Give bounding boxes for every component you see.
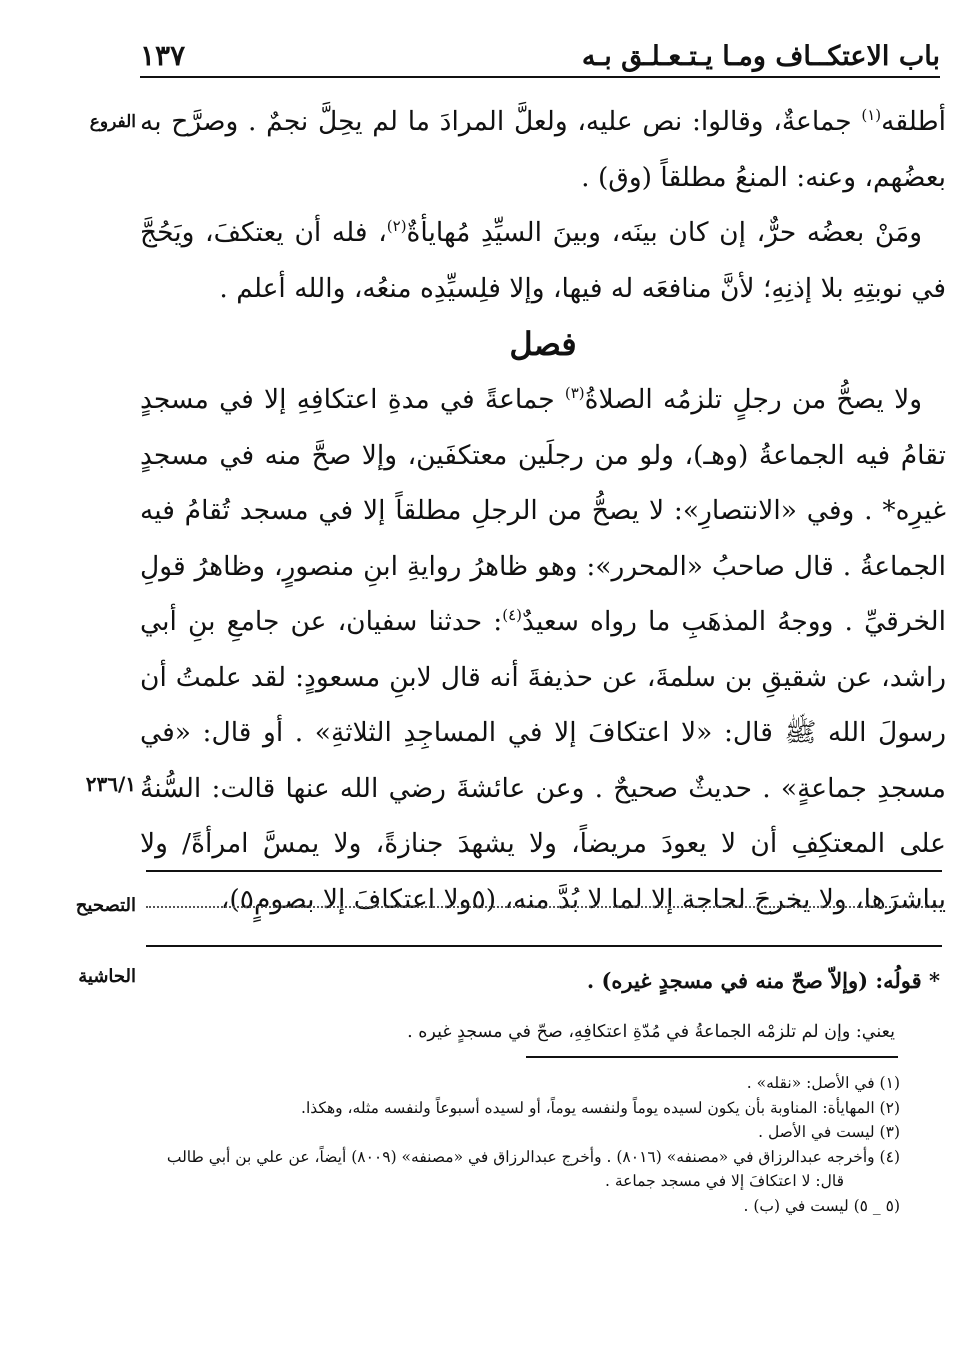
footnote-ref: (٣) [564, 384, 585, 403]
paragraph-2: ومَنْ بعضُه حرٌّ، إن كان بينَه، وبينَ السيِّدِ مُهايأةٌ$^{(٢)}$، فله أن يعتكفَ، ويَحُجَّ في نوبتِهِ بلا إذنِهِ؛ لأنَّ منافعَه له فيها، وإلا فلِسيِّدِه منعُه، والله أعلم . [140, 217, 946, 304]
running-title: باب الاعتكــاف ومـا يـتـعـلـق بـه [581, 41, 940, 72]
main-text [140, 94, 946, 927]
margin-label-furu: الفروع [89, 112, 136, 132]
footnote-ref: (٢) [386, 217, 407, 236]
hashiya-comment: يعني: وإن لم تلزمْه الجماعةُ في مُدّةِ اعتكافِهِ، صحّ في مسجدٍ غيره . [407, 1022, 895, 1042]
footnote: (١) في الأصل: «نقله» . [746, 1074, 900, 1092]
footnote: (٢) المهايأة: المناوبة بأن يكون لسيده يوماً ولنفسه يوماً، أو لسيده أسبوعاً ولنفسه مثله، وهكذا. [301, 1098, 900, 1117]
hashiya-quote: * قولُه: (وإلاّ صحّ منه في مسجدٍ غيره) . [586, 968, 940, 993]
separator-rule [146, 945, 942, 947]
section-heading: فصل [509, 325, 577, 363]
paragraph-1: أطلقه$^{(١)}$ جماعةٌ، وقالوا: نص عليه، ولعلَّ المرادَ ما لم يحِلَّ نجمٌ . وصرَّح به بعضُهم، وعنه: المنعُ مطلقاً (وق) . [140, 106, 946, 193]
footnotes [140, 1071, 900, 1219]
header-rule [140, 76, 940, 78]
footnote-continuation: قال: لا اعتكافَ إلا في مسجد جماعة . [604, 1172, 844, 1191]
footnote-ref: (١) [861, 106, 882, 125]
paragraph-3: ولا يصحُّ من رجلٍ تلزمُه الصلاةُ$^{(٣)}$ جماعةً في مدةِ اعتكافِهِ إلا في مسجدٍ تقامُ فيه الجماعةُ (وهـ)، ولو من رجلَين معتكفَين، وإلا صحَّ منه في مسجدٍ غيرِه* . وفي «الانتصارِ»: لا يصحُّ من الرجلِ مطلقاً إلا في مسجد تُقامُ فيه الجماعةُ . قال صاحبُ «المحرر»: وهو ظاهرُ روايةِ ابنِ منصورٍ، وظاهرُ قولِ الخرقيِّ . ووجهُ المذهَبِ ما رواه سعيدٌ$^{(٤)}$: حدثنا سفيان، عن جامعِ بنِ أبي راشد، عن شقيقِ بن سلمةَ، عن حذيفةَ أنه قال لابنِ مسعودٍ: لقد علمتُ أن رسولَ الله ﷺ قال: «لا اعتكافَ إلا في المساجِدِ الثلاثةِ» . أو قال: «في مسجدِ جماعةٍ» . حديثٌ صحيحٌ . وعن عائشةَ رضي الله عنها قالت: السُّنةُ على المعتكِفِ أن لا يعودَ مريضاً، ولا يشهدَ جنازةً، ولا يمسَّ امرأةً/ ولا يباشرَها، ولا يخرجَ لحاجة إلا لما لا بُدَّ منه، (٥ولا اعتكافَ إلا بصومٍ٥)، [140, 384, 946, 915]
footnote: (٣) ليست في الأصل . [758, 1123, 900, 1142]
margin-label-hashiya: الحاشية [78, 966, 136, 987]
hashiya-underline [526, 1056, 898, 1058]
page-number: ١٣٧ [140, 39, 186, 72]
margin-label-tasheeh: التصحيح [75, 895, 136, 916]
footnote-ref: (٤) [502, 606, 523, 625]
page-header [140, 28, 940, 72]
footnote: (٤) وأخرجه عبدالرزاق في «مصنفه» (٨٠١٦) . وأخرج عبدالرزاق في «مصنفه» (٨٠٠٩) أيضاً، عن علي بن أبي طالب [166, 1147, 900, 1166]
tasheeh-dotted-line [146, 906, 942, 908]
folio-marker: ٢٣٦/١ [85, 772, 136, 796]
separator-rule [146, 870, 942, 872]
footnote: (٥ _ ٥) ليست في (ب) . [743, 1196, 900, 1215]
